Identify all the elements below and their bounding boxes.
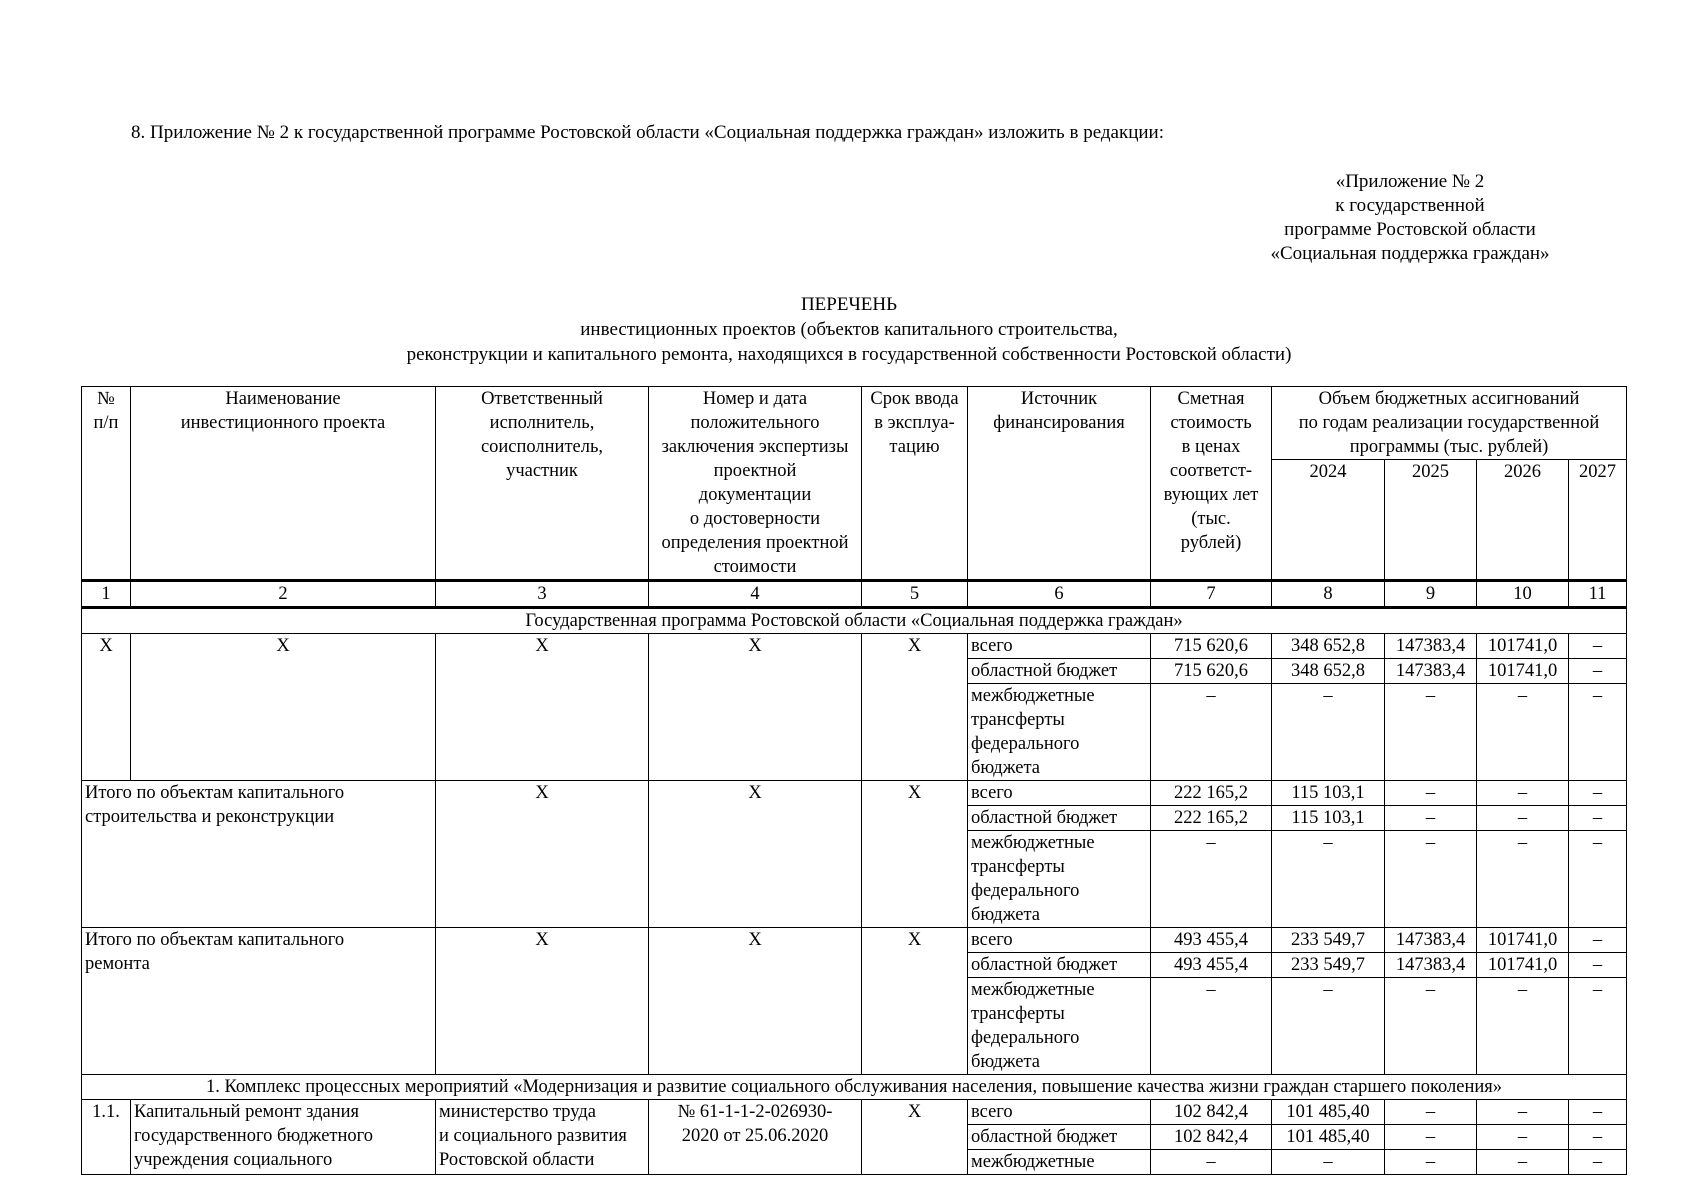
year-value: 348 652,8 (1272, 634, 1385, 659)
cost-value: 222 165,2 (1151, 781, 1272, 806)
appendix-note (1270, 170, 1550, 266)
header-name: Наименование инвестиционного проекта (131, 387, 436, 581)
program-title: Государственная программа Ростовской области «Социальная поддержка граждан» (82, 608, 1627, 634)
header-budget: Объем бюджетных ассигнований по годам реализации государственной программы (тыс. рублей) (1272, 387, 1627, 460)
cost-value: 715 620,6 (1151, 659, 1272, 684)
source-federal: межбюджетные трансферты федерального бюджета (968, 684, 1151, 781)
year-value: – (1569, 831, 1627, 928)
mark-x: Х (436, 928, 649, 1075)
investment-projects-table (81, 386, 1627, 1175)
cost-value: – (1151, 978, 1272, 1075)
year-value: – (1272, 684, 1385, 781)
year-value: – (1569, 634, 1627, 659)
column-number: 9 (1385, 581, 1477, 608)
source-regional: областной бюджет (968, 659, 1151, 684)
year-value: 147383,4 (1385, 953, 1477, 978)
complex-title: 1. Комплекс процессных мероприятий «Модернизация и развитие социального обслуживания населения, повышение качества жизни граждан старшего поколения» (82, 1075, 1627, 1100)
header-conclusion: Номер и дата положительного заключения экспертизы проектной документации о достоверности определения проектной стоимости (649, 387, 862, 581)
header-num: № п/п (82, 387, 131, 581)
cost-value: 493 455,4 (1151, 928, 1272, 953)
cost-value: 222 165,2 (1151, 806, 1272, 831)
year-value: 233 549,7 (1272, 953, 1385, 978)
header-year: 2025 (1385, 460, 1477, 581)
cost-value: 102 842,4 (1151, 1125, 1272, 1150)
mark-x: Х (862, 1100, 968, 1175)
year-value: – (1477, 684, 1569, 781)
item-total-row (82, 1100, 1627, 1125)
source-total: всего (968, 634, 1151, 659)
year-value: – (1385, 684, 1477, 781)
mark-x: Х (131, 634, 436, 781)
source-federal: межбюджетные трансферты федерального бюджета (968, 831, 1151, 928)
year-value: – (1385, 1100, 1477, 1125)
source-total: всего (968, 928, 1151, 953)
complex-title-row (82, 1075, 1627, 1100)
year-value: – (1385, 1150, 1477, 1175)
year-value: – (1477, 1125, 1569, 1150)
year-value: 101741,0 (1477, 634, 1569, 659)
year-value: – (1272, 978, 1385, 1075)
year-value: – (1272, 831, 1385, 928)
program-title-row (82, 608, 1627, 634)
year-value: – (1569, 806, 1627, 831)
column-number: 1 (82, 581, 131, 608)
column-number: 11 (1569, 581, 1627, 608)
year-value: 348 652,8 (1272, 659, 1385, 684)
year-value: 147383,4 (1385, 928, 1477, 953)
column-numbers-row (82, 581, 1627, 608)
cost-value: 102 842,4 (1151, 1100, 1272, 1125)
year-value: – (1569, 1100, 1627, 1125)
heading-line: реконструкции и капитального ремонта, находящихся в государственной собственности Ростовской области) (406, 344, 1292, 365)
year-value: 147383,4 (1385, 659, 1477, 684)
source-regional: областной бюджет (968, 953, 1151, 978)
year-value: – (1477, 978, 1569, 1075)
year-value: 115 103,1 (1272, 781, 1385, 806)
source-total: всего (968, 781, 1151, 806)
year-value: – (1569, 953, 1627, 978)
year-value: – (1569, 1125, 1627, 1150)
column-number: 10 (1477, 581, 1569, 608)
mark-x: Х (649, 781, 862, 928)
column-number: 2 (131, 581, 436, 608)
year-value: – (1477, 781, 1569, 806)
year-value: – (1385, 978, 1477, 1075)
header-year: 2026 (1477, 460, 1569, 581)
mark-x: Х (649, 634, 862, 781)
source-federal: межбюджетные трансферты федерального бюджета (968, 978, 1151, 1075)
source-total: всего (968, 1100, 1151, 1125)
year-value: 101 485,40 (1272, 1100, 1385, 1125)
header-source: Источник финансирования (968, 387, 1151, 581)
header-term: Срок ввода в эксплуа- тацию (862, 387, 968, 581)
column-number: 8 (1272, 581, 1385, 608)
year-value: – (1385, 831, 1477, 928)
column-number: 6 (968, 581, 1151, 608)
cost-value: – (1151, 831, 1272, 928)
mark-x: Х (82, 634, 131, 781)
appendix-line: «Социальная поддержка граждан» (1270, 243, 1550, 264)
year-value: 101741,0 (1477, 659, 1569, 684)
cost-value: – (1151, 1150, 1272, 1175)
year-value: – (1385, 806, 1477, 831)
year-value: 101 485,40 (1272, 1125, 1385, 1150)
year-value: – (1569, 684, 1627, 781)
year-value: 101741,0 (1477, 953, 1569, 978)
year-value: 147383,4 (1385, 634, 1477, 659)
source-federal: межбюджетные (968, 1150, 1151, 1175)
year-value: – (1569, 978, 1627, 1075)
mark-x: Х (862, 634, 968, 781)
mark-x: Х (649, 928, 862, 1075)
header-row (82, 387, 1627, 460)
year-value: – (1477, 806, 1569, 831)
mark-x: Х (436, 634, 649, 781)
column-number: 3 (436, 581, 649, 608)
year-value: – (1385, 781, 1477, 806)
year-value: – (1569, 1150, 1627, 1175)
construction-total-row (82, 781, 1627, 806)
year-value: – (1569, 659, 1627, 684)
item-executor: министерство труда и социального развития Ростовской области (436, 1100, 649, 1175)
column-number: 4 (649, 581, 862, 608)
year-value: 115 103,1 (1272, 806, 1385, 831)
source-regional: областной бюджет (968, 1125, 1151, 1150)
item-number: 1.1. (82, 1100, 131, 1175)
header-year: 2027 (1569, 460, 1627, 581)
program-total-row (82, 634, 1627, 659)
cost-value: – (1151, 684, 1272, 781)
mark-x: Х (862, 928, 968, 1075)
year-value: – (1477, 1150, 1569, 1175)
header-executor: Ответственный исполнитель, соисполнитель, участник (436, 387, 649, 581)
header-year: 2024 (1272, 460, 1385, 581)
appendix-line: программе Ростовской области (1284, 219, 1536, 240)
document-heading (0, 292, 1698, 367)
appendix-line: «Приложение № 2 (1335, 171, 1485, 192)
year-value: 233 549,7 (1272, 928, 1385, 953)
mark-x: Х (862, 781, 968, 928)
cost-value: 493 455,4 (1151, 953, 1272, 978)
repair-label: Итого по объектам капитального ремонта (82, 928, 436, 1075)
year-value: – (1272, 1150, 1385, 1175)
construction-label: Итого по объектам капитального строительства и реконструкции (82, 781, 436, 928)
year-value: – (1569, 928, 1627, 953)
source-regional: областной бюджет (968, 806, 1151, 831)
year-value: – (1385, 1125, 1477, 1150)
year-value: – (1569, 781, 1627, 806)
appendix-line: к государственной (1335, 195, 1485, 216)
year-value: – (1477, 1100, 1569, 1125)
item-name: Капитальный ремонт здания государственного бюджетного учреждения социального (131, 1100, 436, 1175)
year-value: 101741,0 (1477, 928, 1569, 953)
intro-text: 8. Приложение № 2 к государственной программе Ростовской области «Социальная поддержка граждан» изложить в редакции: (131, 122, 1164, 143)
heading-line: инвестиционных проектов (объектов капитального строительства, (580, 319, 1118, 340)
year-value: – (1477, 831, 1569, 928)
item-conclusion: № 61-1-1-2-026930- 2020 от 25.06.2020 (649, 1100, 862, 1175)
heading-title: ПЕРЕЧЕНЬ (800, 294, 898, 315)
cost-value: 715 620,6 (1151, 634, 1272, 659)
mark-x: Х (436, 781, 649, 928)
repair-total-row (82, 928, 1627, 953)
header-cost: Сметная стоимость в ценах соответст- вующих лет (тыс. рублей) (1151, 387, 1272, 581)
column-number: 5 (862, 581, 968, 608)
column-number: 7 (1151, 581, 1272, 608)
